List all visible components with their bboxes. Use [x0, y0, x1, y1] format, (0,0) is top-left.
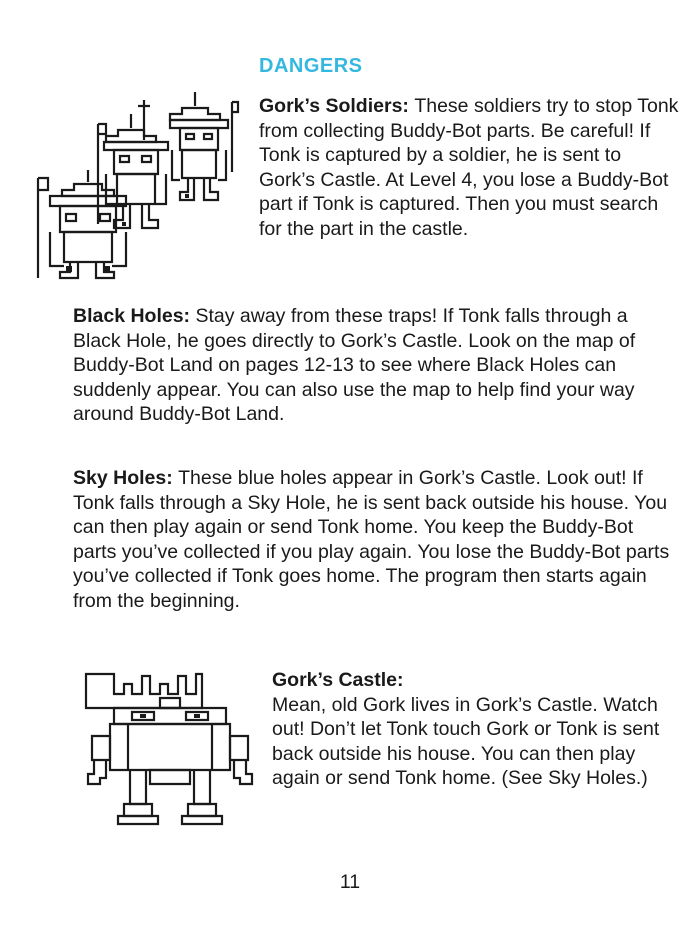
soldiers-paragraph	[259, 94, 679, 242]
sky-holes-body: These blue holes appear in Gork’s Castle. Look out! If Tonk falls through a Sky Hole, he is sent back outside his house. You can then play again or send Tonk home. You keep the Buddy-Bot parts you’ve collected if you play again. You lose the Buddy-Bot parts you’ve collected if Tonk goes home. The program then starts again from the beginning.	[73, 467, 670, 612]
sky-holes-title: Sky Holes:	[73, 467, 179, 489]
black-holes-body: Stay away from these traps! If Tonk falls through a Black Hole, he goes directly to Gork’s Castle. Look on the map of Buddy-Bot Land on pages 12-13 to see where Black Holes can suddenly appear. You can also use the map to help find your way around Buddy-Bot Land.	[73, 305, 636, 426]
black-holes-title: Black Holes:	[73, 305, 196, 327]
page-number: 11	[339, 871, 361, 893]
black-holes-paragraph	[73, 304, 673, 427]
gork-soldiers-illustration	[20, 80, 255, 280]
gork-illustration	[80, 662, 260, 842]
castle-title: Gork’s Castle:	[272, 669, 404, 691]
soldiers-title: Gork’s Soldiers:	[259, 95, 415, 117]
castle-paragraph	[272, 668, 672, 791]
section-heading: DANGERS	[259, 55, 363, 77]
soldiers-body: These soldiers try to stop Tonk from collecting Buddy-Bot parts. Be careful! If Tonk is captured by a soldier, he is sent to Gork’s Castle. At Level 4, you lose a Buddy-Bot part if Tonk is captured. Then you must search for the part in the castle.	[259, 95, 679, 240]
sky-holes-paragraph	[73, 466, 673, 614]
castle-body: Mean, old Gork lives in Gork’s Castle. Watch out! Don’t let Tonk touch Gork or Tonk is sent back outside his house. You can then play again or send Tonk home. (See Sky Holes.)	[272, 693, 660, 790]
